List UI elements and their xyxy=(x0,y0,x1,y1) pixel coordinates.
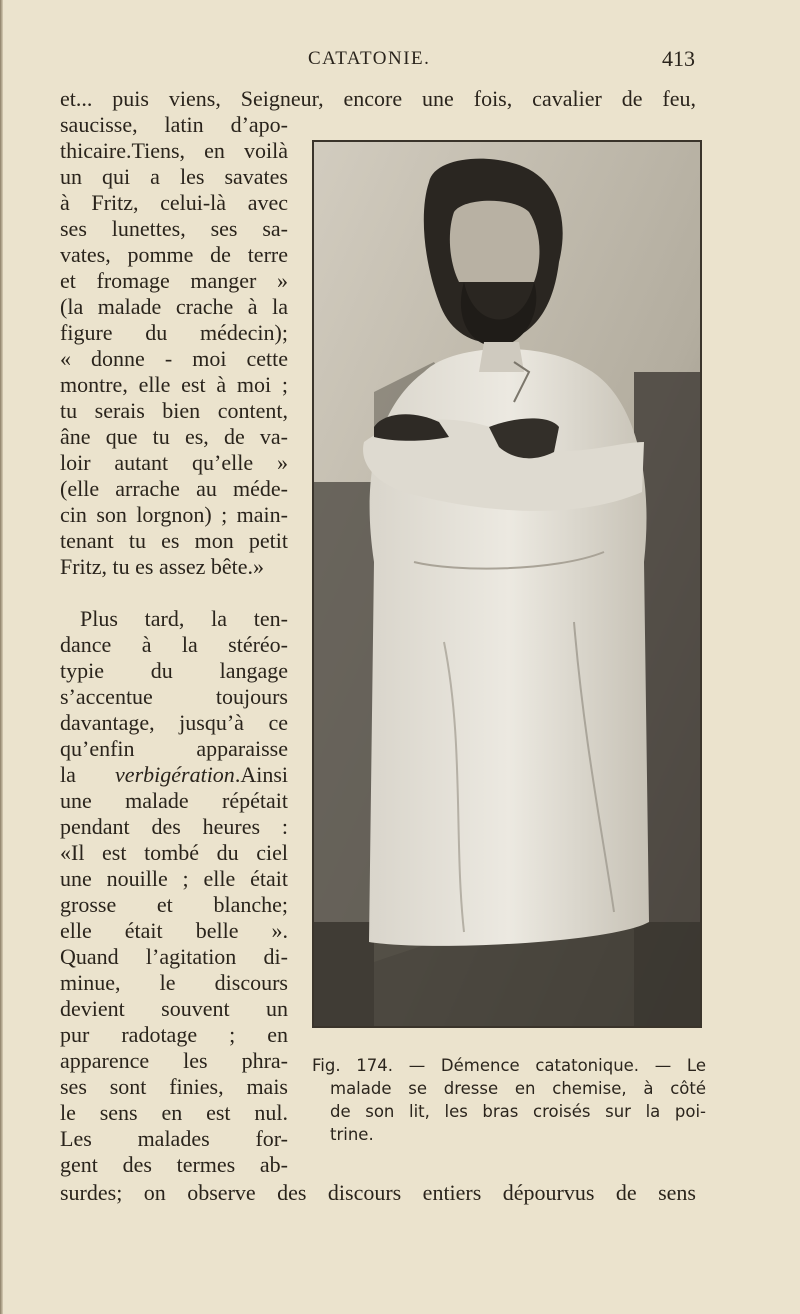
caption-line-1: Fig. 174. — Démence catatonique. — Le xyxy=(312,1056,706,1075)
caption-line-4: trine. xyxy=(330,1125,374,1144)
column-a-line-9: figure du médecin); xyxy=(60,320,288,345)
column-b-line-2: typie du langage xyxy=(60,658,288,683)
figure-photo xyxy=(312,140,702,1028)
column-c-line-10: pur radotage ; en xyxy=(60,1022,288,1047)
page-edge xyxy=(0,0,3,1314)
column-b-line-5: qu’enfin apparaisse xyxy=(60,736,288,761)
body-last-line: surdes; on observe des discours entiers dépourvus de sens xyxy=(60,1180,696,1205)
column-c-line-1: une malade répétait xyxy=(60,788,288,813)
verbigeration-line xyxy=(60,762,288,788)
column-c-line-8: minue, le discours xyxy=(60,970,288,995)
verbigeration-prefix: la xyxy=(60,762,116,787)
column-a-line-7: et fromage manger » xyxy=(60,268,288,293)
column-c-line-6: elle était belle ». xyxy=(60,918,288,943)
column-b-line-3: s’accentue toujours xyxy=(60,684,288,709)
column-a-line-5: ses lunettes, ses sa- xyxy=(60,216,288,241)
paragraph-2-first-line: Plus tard, la ten- xyxy=(80,606,288,631)
column-a-line-10: « donne - moi cette xyxy=(60,346,288,371)
column-a-line-3: un qui a les savates xyxy=(60,164,288,189)
column-c-line-13: le sens en est nul. xyxy=(60,1100,288,1125)
verbigeration-suffix: .Ainsi xyxy=(234,762,288,787)
running-title: CATATONIE. xyxy=(308,48,431,69)
column-c-line-14: Les malades for- xyxy=(60,1126,288,1151)
column-c-line-3: «Il est tombé du ciel xyxy=(60,840,288,865)
running-head xyxy=(0,48,800,76)
column-a-line-16: cin son lorgnon) ; main- xyxy=(60,502,288,527)
column-a-line-14: loir autant qu’elle » xyxy=(60,450,288,475)
column-a-line-1: saucisse, latin d’apo- xyxy=(60,112,288,137)
column-a-line-17: tenant tu es mon petit xyxy=(60,528,288,553)
column-c-line-7: Quand l’agitation di- xyxy=(60,944,288,969)
column-a-line-4: à Fritz, celui-là avec xyxy=(60,190,288,215)
caption-line-2: malade se dresse en chemise, à côté xyxy=(330,1079,706,1098)
column-a-line-2: thicaire.Tiens, en voilà xyxy=(60,138,288,163)
column-c-line-5: grosse et blanche; xyxy=(60,892,288,917)
column-a-line-18: Fritz, tu es assez bête.» xyxy=(60,554,265,579)
column-c-line-11: apparence les phra- xyxy=(60,1048,288,1073)
column-a-line-15: (elle arrache au méde- xyxy=(60,476,288,501)
column-a-line-8: (la malade crache à la xyxy=(60,294,288,319)
column-c-line-15: gent des termes ab- xyxy=(60,1152,288,1177)
column-a-line-11: montre, elle est à moi ; xyxy=(60,372,288,397)
verbigeration-term: verbigération xyxy=(115,762,235,787)
body-line-1: et... puis viens, Seigneur, encore une fois, cavalier de feu, xyxy=(60,86,696,111)
column-a-line-13: âne que tu es, de va- xyxy=(60,424,288,449)
caption-line-3: de son lit, les bras croisés sur la poi- xyxy=(330,1102,706,1121)
column-b-line-1: dance à la stéréo- xyxy=(60,632,288,657)
photo-illustration xyxy=(314,142,700,1026)
column-c-line-2: pendant des heures : xyxy=(60,814,288,839)
column-a-line-6: vates, pomme de terre xyxy=(60,242,288,267)
column-c-line-9: devient souvent un xyxy=(60,996,288,1021)
column-a-line-12: tu serais bien content, xyxy=(60,398,288,423)
column-c-line-12: ses sont finies, mais xyxy=(60,1074,288,1099)
page-number: 413 xyxy=(662,46,695,71)
column-b-line-4: davantage, jusqu’à ce xyxy=(60,710,288,735)
figure-caption xyxy=(312,1054,706,1146)
column-c-line-4: une nouille ; elle était xyxy=(60,866,288,891)
